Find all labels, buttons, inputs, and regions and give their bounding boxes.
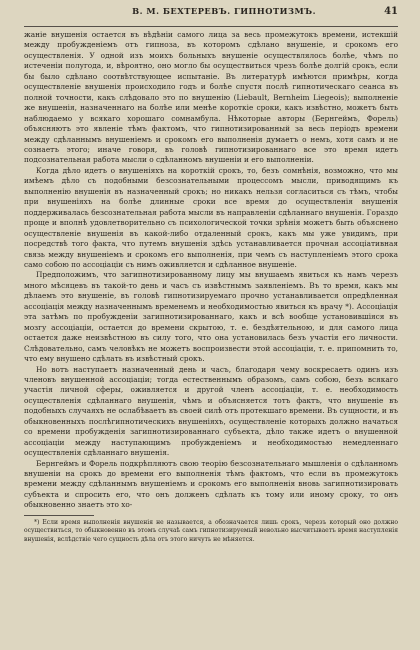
paragraph: Предположимъ, что загипнотизированному лицу мы внушаемъ явиться къ намъ черезъ много мѣсяцевъ въ такой-то день и часъ съ извѣстнымъ заявленіемъ. Въ то время, какъ мы дѣлаемъ это внушеніе, въ головѣ гипнотизируемаго прочно устанавливается опредѣленная ассоціація между назначеннымъ временемъ и необходимостью явиться къ врачу *). Ассоціація эта затѣмъ по пробужденіи загипнотизированнаго, какъ и всѣ вообще установившіяся въ мозгу ассоціаціи, остается до времени скрытою, т. е. бездѣятельною, и для самого лица остается даже неизвѣстною въ силу того, что она установилась безъ участія его личности. Слѣдовательно, самъ человѣкъ не можетъ воспроизвести этой ассоціаціи, т. е. припомнить то, что ему внушено сдѣлать въ извѣстный срокъ. xyxy=(24,270,398,364)
page-header xyxy=(24,6,398,27)
paragraph: Когда дѣло идетъ о внушеніяхъ на короткій срокъ, то, безъ сомнѣнія, возможно, что мы имѣемъ дѣло съ подобными безсознательными процессомъ мысли, приводящимъ къ выполненію внушенія въ назначенный срокъ; но никакъ нельзя согласиться съ тѣмъ, чтобы при внушеніяхъ на болѣе длинные сроки все время до осуществленія внушенія поддерживалась безсознательная работа мысли въ направленіи сдѣланнаго внушенія. Гораздо проще и вполнѣ удовлетворительно съ психологической точки зрѣнія можетъ быть объяснено осуществленіе внушенія въ какой-либо отдаленный срокъ, какъ мы уже увидимъ, при посредствѣ того факта, что путемъ внушенія здѣсь устанавливается прочная ассоціативная связь между внушеніемъ и срокомъ его выполненія, при чемъ съ наступленіемъ этого срока само собою по ассоціаціи съ нимъ оживляется и сдѣланное внушеніе. xyxy=(24,165,398,269)
footnote: *) Если время выполненія внушенія не называется, а обозначается лишь срокъ, черезъ который оно должно осуществиться, то обыкновенно въ этомъ случаѣ самъ гипнотизируемый невольно высчитываетъ время наступленія внушенія, вслѣдствіе чего сущность дѣла отъ этого ничуть не мѣняется. xyxy=(24,518,398,544)
paragraph: Но вотъ наступаетъ назначенный день и часъ, благодаря чему воскресаетъ одинъ изъ членовъ внушенной ассоціаціи; тогда естественнымъ образомъ, самъ собою, безъ всякаго участія личной сферы, оживляется и другой членъ ассоціаціи, т. е. необходимость осуществленія сдѣланнаго внушенія, чѣмъ и объясняется тотъ фактъ, что внушеніе въ подобныхъ случаяхъ не ослабѣваетъ въ своей силѣ отъ протекшаго времени. Въ сущности, и въ обыкновенныхъ послѣгипнотическихъ внушеніяхъ, осуществленіе которыхъ должно начаться со времени пробужденія загипнотизированнаго субъекта, дѣло также идетъ о внушенной ассоціаціи между наступающимъ пробужденіемъ и необходимостью немедленнаго осуществленія сдѣланнаго внушенія. xyxy=(24,364,398,458)
running-head: В. М. БЕХТЕРЕВЪ. ГИПНОТИЗМЪ. xyxy=(132,6,316,16)
paragraph: Бернгеймъ и Форель подкрѣпляютъ свою теорію безсознательнаго мышленія о сдѣланномъ внушеніи на срокъ до времени его выполненія тѣмъ фактомъ, что если въ промежутокъ времени между сдѣланнымъ внушеніемъ и срокомъ его выполненія вновь загипнотизировать субъекта и спросить его, что онъ долженъ сдѣлать къ тому или иному сроку, то онъ обыкновенно знаетъ это хо- xyxy=(24,458,398,510)
paragraph: жаніе внушенія остается въ вѣдѣніи самого лица за весь промежутокъ времени, истекшій между пробужденіемъ отъ гипноза, въ которомъ сдѣлано внушеніе, и срокомъ его осуществленія. У одной изъ моихъ больныхъ внушеніе осуществлялось болѣе, чѣмъ по истеченіи полугода, и, вѣроятно, оно могло бы осуществиться чрезъ болѣе долгій срокъ, если бы было сдѣлано соотвѣтствующее испытаніе. Въ литературѣ имѣются примѣры, когда осуществленіе внушенія происходило годъ и болѣе спустя послѣ гипнотическаго сеанса въ полной точности, какъ слѣдовало это по внушенію (Liebault, Bernheim Liegeois); выполненіе же внушенія, назначеннаго на болѣе или менѣе короткіе сроки, какъ извѣстно, можетъ быть наблюдаемо у всякаго хорошаго сомнамбула. Нѣкоторые авторы (Бернгеймъ, Форель) объясняютъ это явленіе тѣмъ фактомъ, что гипнотизированный за весь періодъ времени между сдѣланнымъ внушеніемъ и срокомъ его выполненія думаетъ о немъ, хотя самъ и не сознаетъ этого; иначе говоря, въ головѣ гипнотизированнаго все это время идетъ подсознательная работа мысли о сдѣланномъ внушеніи и его выполненіи. xyxy=(24,30,398,165)
footnote-rule xyxy=(24,515,94,516)
page-number: 41 xyxy=(384,6,398,17)
body-text xyxy=(24,30,398,511)
